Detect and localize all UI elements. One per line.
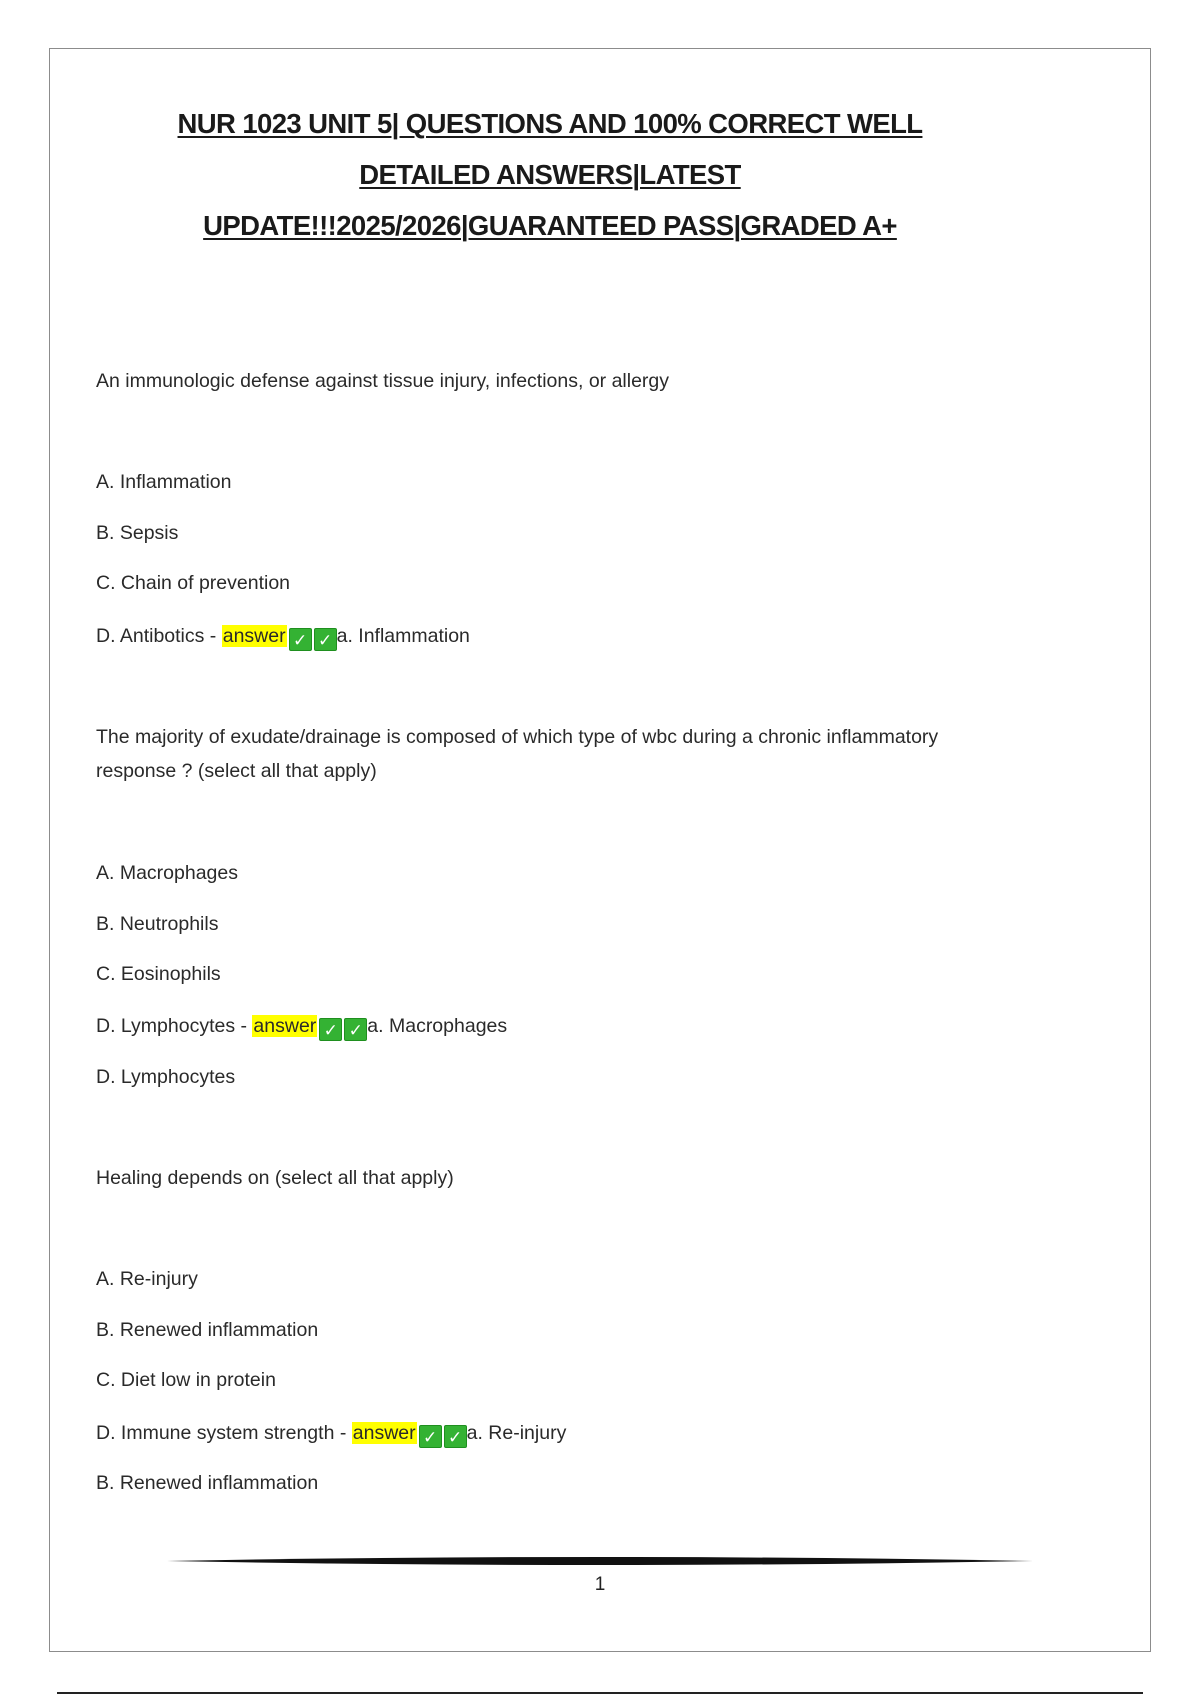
answer-prefix: D. Immune system strength - bbox=[96, 1422, 352, 1444]
check-icon: ✓ bbox=[289, 628, 312, 651]
answer-line bbox=[96, 619, 470, 653]
extra-line: B. Renewed inflammation bbox=[96, 1472, 319, 1494]
answer-text: a. Inflammation bbox=[336, 625, 470, 647]
document-title bbox=[100, 98, 1000, 251]
check-icon: ✓ bbox=[344, 1018, 367, 1041]
answer-line bbox=[96, 1416, 566, 1450]
question-stem: Healing depends on (select all that apply) bbox=[96, 1167, 454, 1189]
answer-prefix: D. Antibotics - bbox=[96, 625, 222, 647]
check-icon: ✓ bbox=[314, 628, 337, 651]
option: A. Re-injury bbox=[96, 1268, 198, 1290]
option: A. Inflammation bbox=[96, 471, 232, 493]
answer-prefix: D. Lymphocytes - bbox=[96, 1015, 253, 1037]
option: A. Macrophages bbox=[96, 862, 238, 884]
check-icon: ✓ bbox=[444, 1425, 467, 1448]
answer-highlight: answer bbox=[222, 625, 286, 647]
page-bottom-divider bbox=[57, 1692, 1143, 1694]
option: B. Neutrophils bbox=[96, 913, 219, 935]
option: B. Renewed inflammation bbox=[96, 1319, 319, 1341]
question-stem: An immunologic defense against tissue injury, infections, or allergy bbox=[96, 370, 670, 392]
answer-highlight: answer bbox=[352, 1422, 416, 1444]
answer-line bbox=[96, 1009, 507, 1043]
extra-line: D. Lymphocytes bbox=[96, 1066, 236, 1088]
page-number: 1 bbox=[594, 1574, 606, 1595]
title-line-2: DETAILED ANSWERS|LATEST bbox=[359, 159, 741, 190]
check-icon: ✓ bbox=[319, 1018, 342, 1041]
check-icon: ✓ bbox=[419, 1425, 442, 1448]
option: C. Diet low in protein bbox=[96, 1369, 276, 1391]
title-line-1: NUR 1023 UNIT 5| QUESTIONS AND 100% CORRECT WELL bbox=[177, 108, 923, 139]
option: C. Eosinophils bbox=[96, 963, 221, 985]
title-line-3: UPDATE!!!2025/2026|GUARANTEED PASS|GRADED A+ bbox=[203, 210, 897, 241]
document-page bbox=[49, 48, 1151, 1652]
footer-rule bbox=[167, 1556, 1033, 1566]
question-stem: The majority of exudate/drainage is composed of which type of wbc during a chronic inflammatory response ? (select all that apply) bbox=[96, 726, 939, 782]
answer-text: a. Re-injury bbox=[466, 1422, 567, 1444]
answer-text: a. Macrophages bbox=[367, 1015, 508, 1037]
answer-highlight: answer bbox=[253, 1015, 317, 1037]
option: B. Sepsis bbox=[96, 522, 179, 544]
option: C. Chain of prevention bbox=[96, 572, 291, 594]
